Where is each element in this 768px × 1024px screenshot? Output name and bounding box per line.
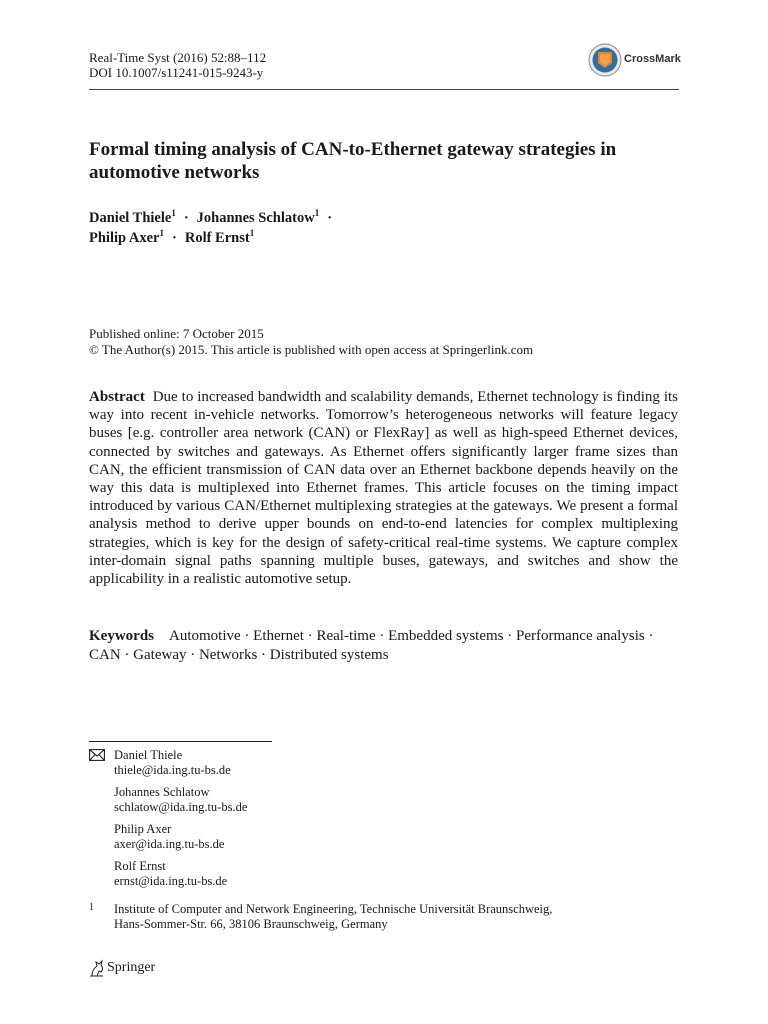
header-rule	[89, 89, 679, 90]
separator: ·	[327, 210, 333, 226]
crossmark-icon	[588, 43, 622, 77]
keywords	[89, 627, 678, 664]
copyright-notice: © The Author(s) 2015. This article is published with open access at Springerlink.com	[89, 341, 534, 357]
contact-name: Johannes Schlatow	[114, 785, 210, 799]
affiliation-line-1: Institute of Computer and Network Engineering, Technische Universität Braunschweig,	[114, 902, 553, 916]
keywords-text: Automotive · Ethernet · Real-time · Embedded systems · Performance analysis · CAN · Gateway · Networks · Distributed systems	[89, 628, 654, 663]
contact-email[interactable]: ernst@ida.ing.tu-bs.de	[114, 874, 228, 888]
author-name: Philip Axer	[89, 230, 160, 246]
abstract-text: Due to increased bandwidth and scalability demands, Ethernet technology is finding its way into recent in-vehicle networks. Tomorrow’s heterogeneous networks will feature legacy buses [e.g. controller area network (CAN) or FlexRay] as well as high-speed Ethernet devices, connected by switches and gateways. As Ethernet offers significantly larger frame sizes than CAN, the efficient transmission of CAN data over an Ethernet backbone depends heavily on the way this data is multiplexed into Ethernet frames. This article focuses on the timing impact introduced by various CAN/Ethernet multiplexing strategies at the gateways. We present a formal analysis method to derive upper bounds on end-to-end latencies for complex multiplexing strategies, which is key for the design of safety-critical real-time systems. We capture complex inter-domain signal paths spanning multiple buses, gateways, and switches and show the applicability in a realistic automotive setup.	[89, 389, 679, 588]
separator: ·	[172, 230, 177, 246]
journal-citation: Real-Time Syst (2016) 52:88–112	[89, 50, 267, 65]
contact-email[interactable]: thiele@ida.ing.tu-bs.de	[114, 763, 231, 777]
contact-entry	[89, 822, 649, 852]
article-title: Formal timing analysis of CAN-to-Ethernet gateway strategies in automotive networks	[89, 139, 617, 183]
affiliation-marker: 1	[249, 228, 255, 239]
contact-name: Daniel Thiele	[114, 748, 183, 762]
contact-entry	[89, 785, 649, 815]
publisher-name: Springer	[107, 960, 156, 975]
author-contacts	[89, 748, 649, 896]
affiliation-marker: 1	[171, 208, 176, 219]
contact-entry	[89, 748, 649, 778]
affiliation	[89, 902, 649, 932]
doi[interactable]: DOI 10.1007/s11241-015-9243-y	[89, 65, 264, 80]
contact-email[interactable]: schlatow@ida.ing.tu-bs.de	[114, 800, 248, 814]
crossmark-label: CrossMark	[624, 53, 681, 65]
author-list	[89, 208, 679, 248]
affiliation-marker: 1	[314, 208, 320, 219]
crossmark-badge[interactable]	[588, 43, 680, 77]
abstract-label: Abstract	[89, 389, 145, 405]
contact-email[interactable]: axer@ida.ing.tu-bs.de	[114, 837, 225, 851]
contact-name: Philip Axer	[114, 822, 172, 836]
springer-horse-icon	[89, 959, 105, 977]
affiliation-line-2: Hans-Sommer-Str. 66, 38106 Braunschweig, Germany	[114, 917, 388, 931]
abstract	[89, 388, 678, 588]
publication-info	[89, 326, 679, 357]
keywords-label: Keywords	[89, 628, 154, 644]
author-name: Rolf Ernst	[184, 230, 250, 246]
footnote-rule	[89, 741, 272, 742]
contact-name: Rolf Ernst	[114, 859, 166, 873]
contact-entry	[89, 859, 649, 889]
author-name: Johannes Schlatow	[196, 210, 315, 226]
author-name: Daniel Thiele	[89, 210, 172, 226]
envelope-icon	[89, 749, 105, 761]
separator: ·	[183, 210, 189, 226]
journal-header	[89, 50, 266, 80]
affiliation-number: 1	[89, 902, 94, 913]
published-date: Published online: 7 October 2015	[89, 326, 264, 341]
affiliation-marker: 1	[159, 228, 164, 239]
